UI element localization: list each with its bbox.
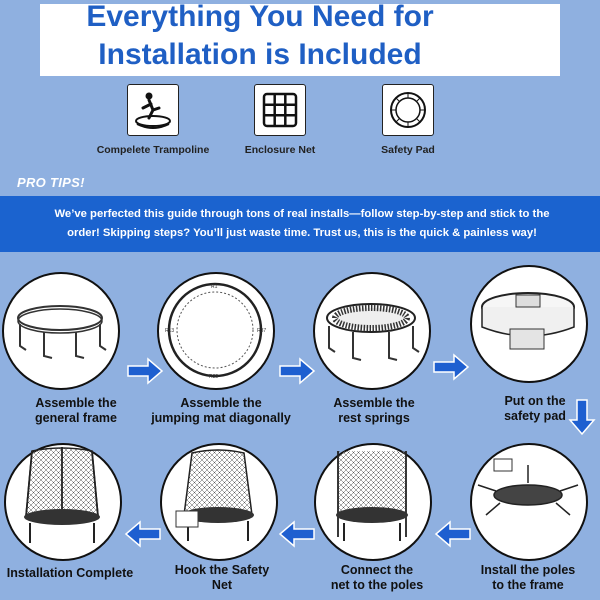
step-5-image xyxy=(470,443,588,561)
step-1-image xyxy=(2,272,120,390)
step-7-image xyxy=(160,443,278,561)
net-icon xyxy=(254,84,306,136)
pad-icon xyxy=(382,84,434,136)
step-8-label: Installation Complete xyxy=(6,566,134,580)
step-7-label: Hook the Safety Net xyxy=(174,563,270,592)
step-8-image xyxy=(4,443,122,561)
arrow-left-icon xyxy=(278,520,316,548)
step-6-image xyxy=(314,443,432,561)
included-label: Enclosure Net xyxy=(244,144,316,156)
tips-line1: We’ve perfected this guide through tons of real installs—follow step-by-step and stick to the xyxy=(54,208,550,220)
trampoline-icon xyxy=(127,84,179,136)
arrow-right-icon xyxy=(278,357,316,385)
step-3-label: Assemble the rest springs xyxy=(333,396,415,425)
tips-line2: order! Skipping steps? You’ll just waste time. Trust us, this is the quick & painless way! xyxy=(67,227,537,239)
svg-text:R1: R1 xyxy=(211,284,218,290)
included-label: Compelete Trampoline xyxy=(96,144,210,156)
step-4-label: Put on the safety pad xyxy=(504,394,566,423)
pro-tips-heading: PRO TIPS! xyxy=(17,175,85,190)
page-title-line2: Installation is Included xyxy=(98,38,422,71)
arrow-right-icon xyxy=(432,353,470,381)
step-6-label: Connect the net to the poles xyxy=(330,563,424,592)
arrow-down-icon xyxy=(568,398,596,436)
included-item-pad xyxy=(343,84,473,156)
svg-text:R13: R13 xyxy=(165,328,175,334)
step-1-label: Assemble the general frame xyxy=(35,396,117,425)
arrow-left-icon xyxy=(434,520,472,548)
step-5-label: Install the poles to the frame xyxy=(480,563,576,592)
tips-band xyxy=(0,196,600,252)
step-3-image xyxy=(313,272,431,390)
arrow-left-icon xyxy=(124,520,162,548)
step-4-image xyxy=(470,265,588,383)
svg-text:R25: R25 xyxy=(209,374,219,380)
step-2-image xyxy=(157,272,275,390)
arrow-right-icon xyxy=(126,357,164,385)
page-title-line1: Everything You Need for xyxy=(86,0,434,33)
included-label: Safety Pad xyxy=(381,144,435,156)
included-item-net xyxy=(215,84,345,156)
step-2-label: Assemble the jumping mat diagonally xyxy=(151,396,291,425)
included-item-trampoline xyxy=(88,84,218,156)
svg-text:R37: R37 xyxy=(257,328,267,334)
